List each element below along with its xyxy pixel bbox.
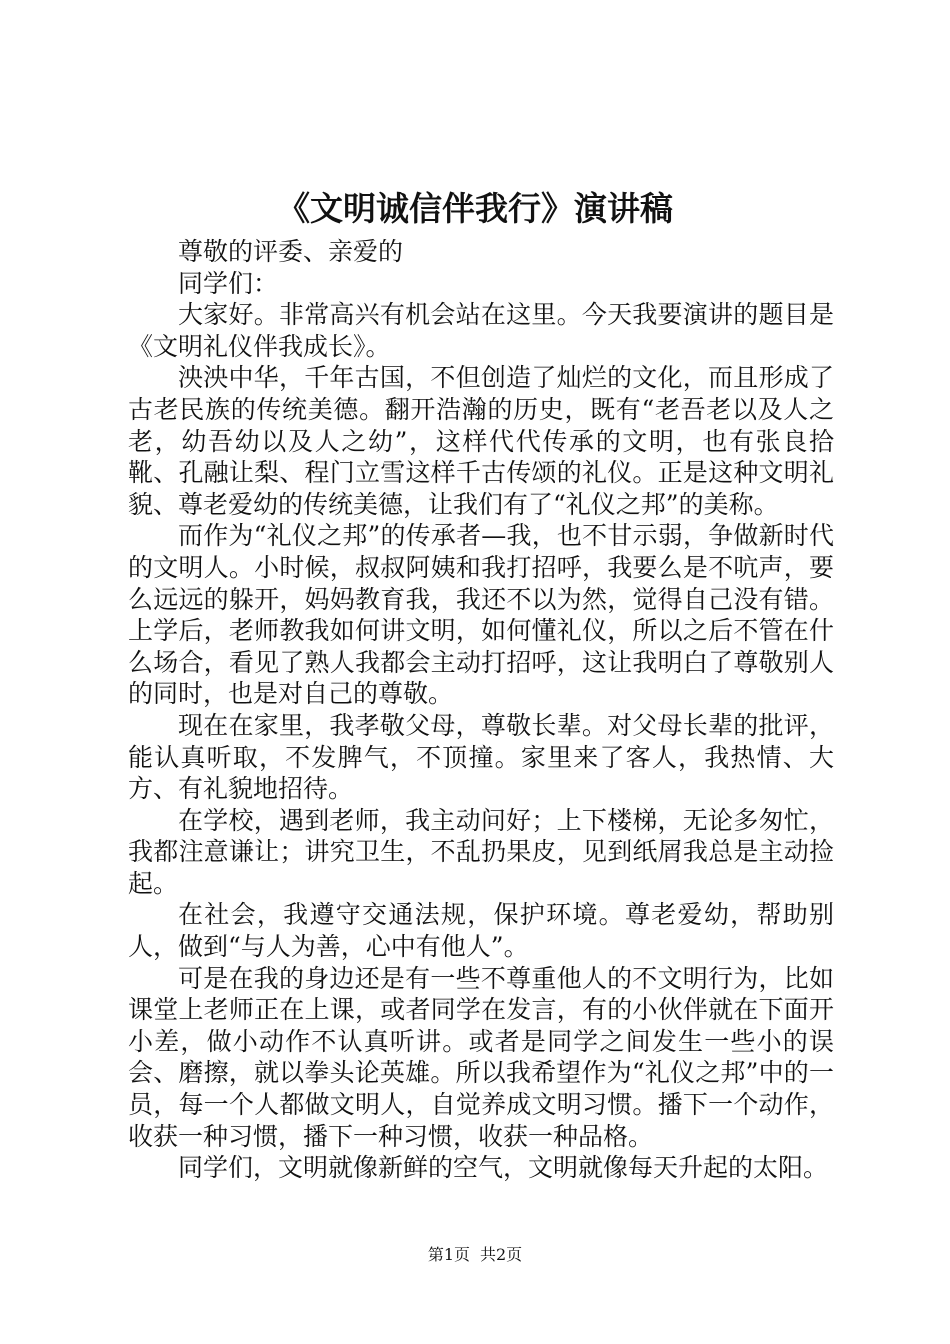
document-title: 《文明诚信伴我行》演讲稿 [277, 189, 673, 228]
paragraph: 而作为“礼仪之邦”的传承者—我，也不甘示弱，争做新时代的文明人。小时候，叔叔阿姨和我打招呼，我要么是不吭声，要么远远的躲开，妈妈教育我，我还不以为然，觉得自己没有错。上学后，老师教我如何讲文明，如何懂礼仪，所以之后不管在什么场合，看见了熟人我都会主动打招呼，这让我明白了尊敬别人的同时，也是对自己的尊敬。 [128, 521, 834, 709]
paragraph: 大家好。非常高兴有机会站在这里。今天我要演讲的题目是《文明礼仪伴我成长》。 [128, 300, 834, 361]
paragraph: 尊敬的评委、亲爱的 [178, 237, 404, 266]
page-footer [0, 1244, 950, 1266]
page-number: 第1页 [427, 1245, 470, 1264]
paragraph: 在社会，我遵守交通法规，保护环境。尊老爱幼，帮助别人，做到“与人为善，心中有他人”。 [128, 900, 834, 962]
page-total: 共2页 [480, 1245, 523, 1264]
paragraph: 现在在家里，我孝敬父母，尊敬长辈。对父母长辈的批评，能认真听取，不发脾气，不顶撞。家里来了客人，我热情、大方、有礼貌地招待。 [128, 710, 834, 804]
paragraph: 同学们： [178, 268, 279, 298]
paragraph: 在学校，遇到老师，我主动问好；上下楼梯，无论多匆忙，我都注意谦让；讲究卫生，不乱扔果皮，见到纸屑我总是主动捡起。 [128, 805, 834, 898]
paragraph: 可是在我的身边还是有一些不尊重他人的不文明行为，比如课堂上老师正在上课，或者同学在发言，有的小伙伴就在下面开小差，做小动作不认真听讲。或者是同学之间发生一些小的误会、磨擦，就以拳头论英雄。所以我希望作为“礼仪之邦”中的一员，每一个人都做文明人，自觉养成文明习惯。播下一个动作，收获一种习惯，播下一种习惯，收获一种品格。 [128, 963, 834, 1151]
paragraph: 同学们，文明就像新鲜的空气，文明就像每天升起的太阳。 [178, 1153, 829, 1183]
document-body [128, 236, 834, 1184]
paragraph: 泱泱中华，千年古国，不但创造了灿烂的文化，而且形成了古老民族的传统美德。翻开浩瀚的历史，既有“老吾老以及人之老，幼吾幼以及人之幼”，这样代代传承的文明，也有张良拾靴、孔融让梨、程门立雪这样千古传颂的礼仪。正是这种文明礼貌、尊老爱幼的传统美德，让我们有了“礼仪之邦”的美称。 [128, 363, 834, 519]
